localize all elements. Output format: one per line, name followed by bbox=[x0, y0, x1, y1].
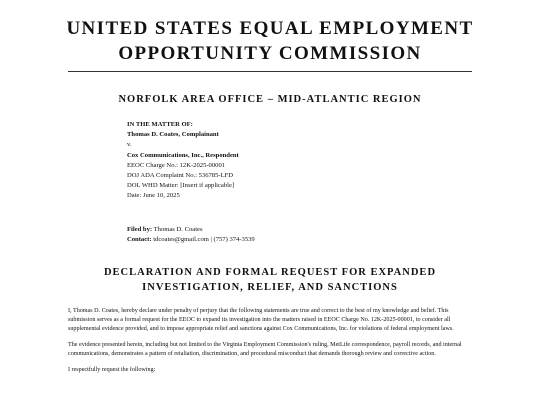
respondent-line: Cox Communications, Inc., Respondent bbox=[127, 151, 239, 159]
body-paragraph-1: I, Thomas D. Coates, hereby declare under penalty of perjury that the following statements are true and correct to the best of my knowledge and belief. This submission serves as a formal request for the EEOC to expand its investigation into the matters raised in EEOC Charge No. 12K-2025-00001, to consider all supplemental evidence provided, and to impose appropriate relief and sanctions against Cox Communications, Inc. for violations of federal employment laws. bbox=[68, 308, 454, 333]
document-body bbox=[68, 307, 472, 383]
doj-ada-line: DOJ ADA Complaint No.: 536785-LFD bbox=[127, 172, 234, 180]
date-line: Date: June 10, 2025 bbox=[127, 192, 180, 200]
document-title bbox=[0, 265, 540, 295]
contact-label: Contact: bbox=[127, 236, 152, 244]
complainant-line: Thomas D. Coates, Complainant bbox=[127, 131, 219, 139]
versus-line: v. bbox=[127, 141, 132, 149]
agency-heading-line1: UNITED STATES EQUAL EMPLOYMENT bbox=[66, 18, 474, 39]
agency-heading-line2: OPPORTUNITY COMMISSION bbox=[118, 43, 422, 64]
matter-label: IN THE MATTER OF: bbox=[127, 121, 193, 128]
dol-whd-line: DOL WHD Matter: [Insert if applicable] bbox=[127, 182, 235, 190]
filed-by-line bbox=[127, 225, 255, 235]
office-heading: NORFOLK AREA OFFICE – MID-ATLANTIC REGION bbox=[118, 94, 422, 105]
agency-heading bbox=[0, 16, 540, 66]
document-title-line1: DECLARATION AND FORMAL REQUEST FOR EXPANDED bbox=[103, 267, 437, 278]
eeoc-charge-line: EEOC Charge No.: 12K-2025-00001 bbox=[127, 161, 226, 169]
document-title-line2: INVESTIGATION, RELIEF, AND SANCTIONS bbox=[142, 282, 398, 293]
case-caption bbox=[127, 120, 239, 202]
body-paragraph-3: I respectfully request the following: bbox=[68, 367, 156, 374]
body-paragraph-2: The evidence presented herein, including but not limited to the Virginia Employment Commission's ruling, MetLife correspondence, payroll records, and internal communications, demonstrates a pattern of retaliation, discrimination, and procedural misconduct that demands thorough review and corrective action. bbox=[68, 342, 462, 358]
contact-line bbox=[127, 235, 255, 245]
filed-by-label: Filed by: bbox=[127, 226, 153, 233]
filing-info bbox=[127, 225, 255, 245]
header-divider bbox=[68, 71, 472, 72]
contact-value: tdcoates@gmail.com | (757) 374-3539 bbox=[153, 236, 255, 244]
filed-by-value: Thomas D. Coates bbox=[153, 226, 203, 233]
